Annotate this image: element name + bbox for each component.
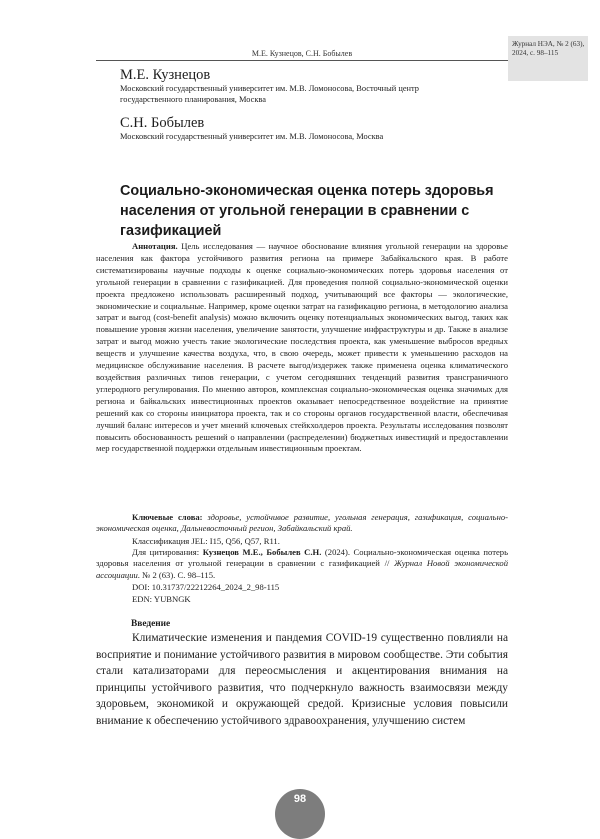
author-affiliation: Московский государственный университет им. М.В. Ломоносова, Восточный центр государственного планирования, Москва	[120, 84, 419, 104]
abstract-label: Аннотация.	[132, 241, 178, 251]
keywords-label: Ключевые слова:	[132, 512, 203, 522]
author-name: С.Н. Бобылев	[120, 115, 205, 131]
abstract	[96, 241, 508, 455]
citation-authors: Кузнецов М.Е., Бобылев С.Н.	[202, 547, 322, 557]
section-heading: Введение	[131, 619, 171, 629]
jel-classification: Классификация JEL: I15, Q56, Q57, R11.	[132, 536, 280, 546]
citation	[96, 547, 508, 581]
author-1	[120, 67, 480, 105]
author-affiliation: Московский государственный университет им. М.В. Ломоносова, Москва	[120, 132, 384, 141]
citation-text: (2024). Социально-экономическая оценка потерь здоровья населения от угольной генерации в сравнении с газификацией //	[96, 547, 508, 569]
edn: EDN: YUBNGK	[132, 594, 191, 604]
doi[interactable]: DOI: 10.31737/22212264_2024_2_98-115	[132, 582, 280, 592]
header-rule	[96, 60, 508, 61]
author-name: М.Е. Кузнецов	[120, 67, 211, 83]
citation-label: Для цитирования:	[132, 547, 200, 557]
keywords	[96, 512, 508, 535]
author-2	[120, 115, 480, 142]
journal-info: Журнал НЭА, № 2 (63), 2024, с. 98–115	[512, 40, 585, 57]
body-paragraph: Климатические изменения и пандемия COVID-19 существенно повлияли на восприятие и понимание устойчивого развития в мировом сообществе. Эти события стали катализаторами для переосмысления и акцентирования внимания на принципы устойчивого развития, что подчеркнуло важность взаимосвязи между здоровьем, экономикой и окружающей средой. Кризисные условия повысили внимание к обеспечению устойчивого здравоохранения, улучшению систем	[96, 632, 508, 727]
keywords-text: здоровье, устойчивое развитие, угольная генерация, газификация, социально-экономическая оценка, Дальневосточный регион, Забайкальский край.	[96, 512, 508, 534]
abstract-text: Цель исследования — научное обоснование влияния угольной генерации на здоровье населения как фактора устойчивого развития региона на примере Забайкальского края. В работе систематизированы научные подходы к оценке социально-экономических потерь здоровья населения от угольной генерации в сравнении с газификацией. Для проведения полной социально-экономической оценки проекта предложено использовать расширенный подход, учитывающий все факторы — экологические, экономические и социальные. Например, кроме оценки затрат на газификацию региона, в методологию анализа затрат и выгод (cost-benefit analysis) можно включить оценку потенциальных экономических выгод, таких как повышение уровня жизни населения, увеличение занятости, улучшение инфраструктуры и др. Также в анализе затрат и выгод можно учесть такие экологические последствия проекта, как уменьшение выбросов вредных веществ и улучшение качества воздуха, что, в свою очередь, может привести к уменьшению расходов на медицинское обслуживание населения. В расчете выгод/издержек также применена оценка климатического воздействия различных типов генерации, с учетом сегодняшних тенденций развития трансграничного углеродного регулирования. По мнению авторов, комплексная социально-экономическая оценка значимых для региона и байкальских инвестиционных проектов оказывает непосредственное воздействие на принятие решений как со стороны инициатора проекта, так и со стороны органов государственной власти, обеспечивая лучший баланс интересов и учет мнений ключевых стейкхолдеров проекта. Результаты исследования позволят повысить обоснованность решений о направлении (распределении) бюджетных инвестиций и предоставлении мер государственной поддержки отдельным инвестиционным проектам.	[96, 241, 508, 454]
article-title: Социально-экономическая оценка потерь здоровья населения от угольной генерации в сравнении с газификацией	[120, 183, 494, 239]
citation-tail: . № 2 (63). С. 98–115.	[137, 569, 216, 580]
page-number: 98	[293, 793, 307, 805]
running-head: М.Е. Кузнецов, С.Н. Бобылев	[251, 49, 353, 58]
citation-journal: Журнал Новой экономической ассоциации	[96, 558, 508, 580]
